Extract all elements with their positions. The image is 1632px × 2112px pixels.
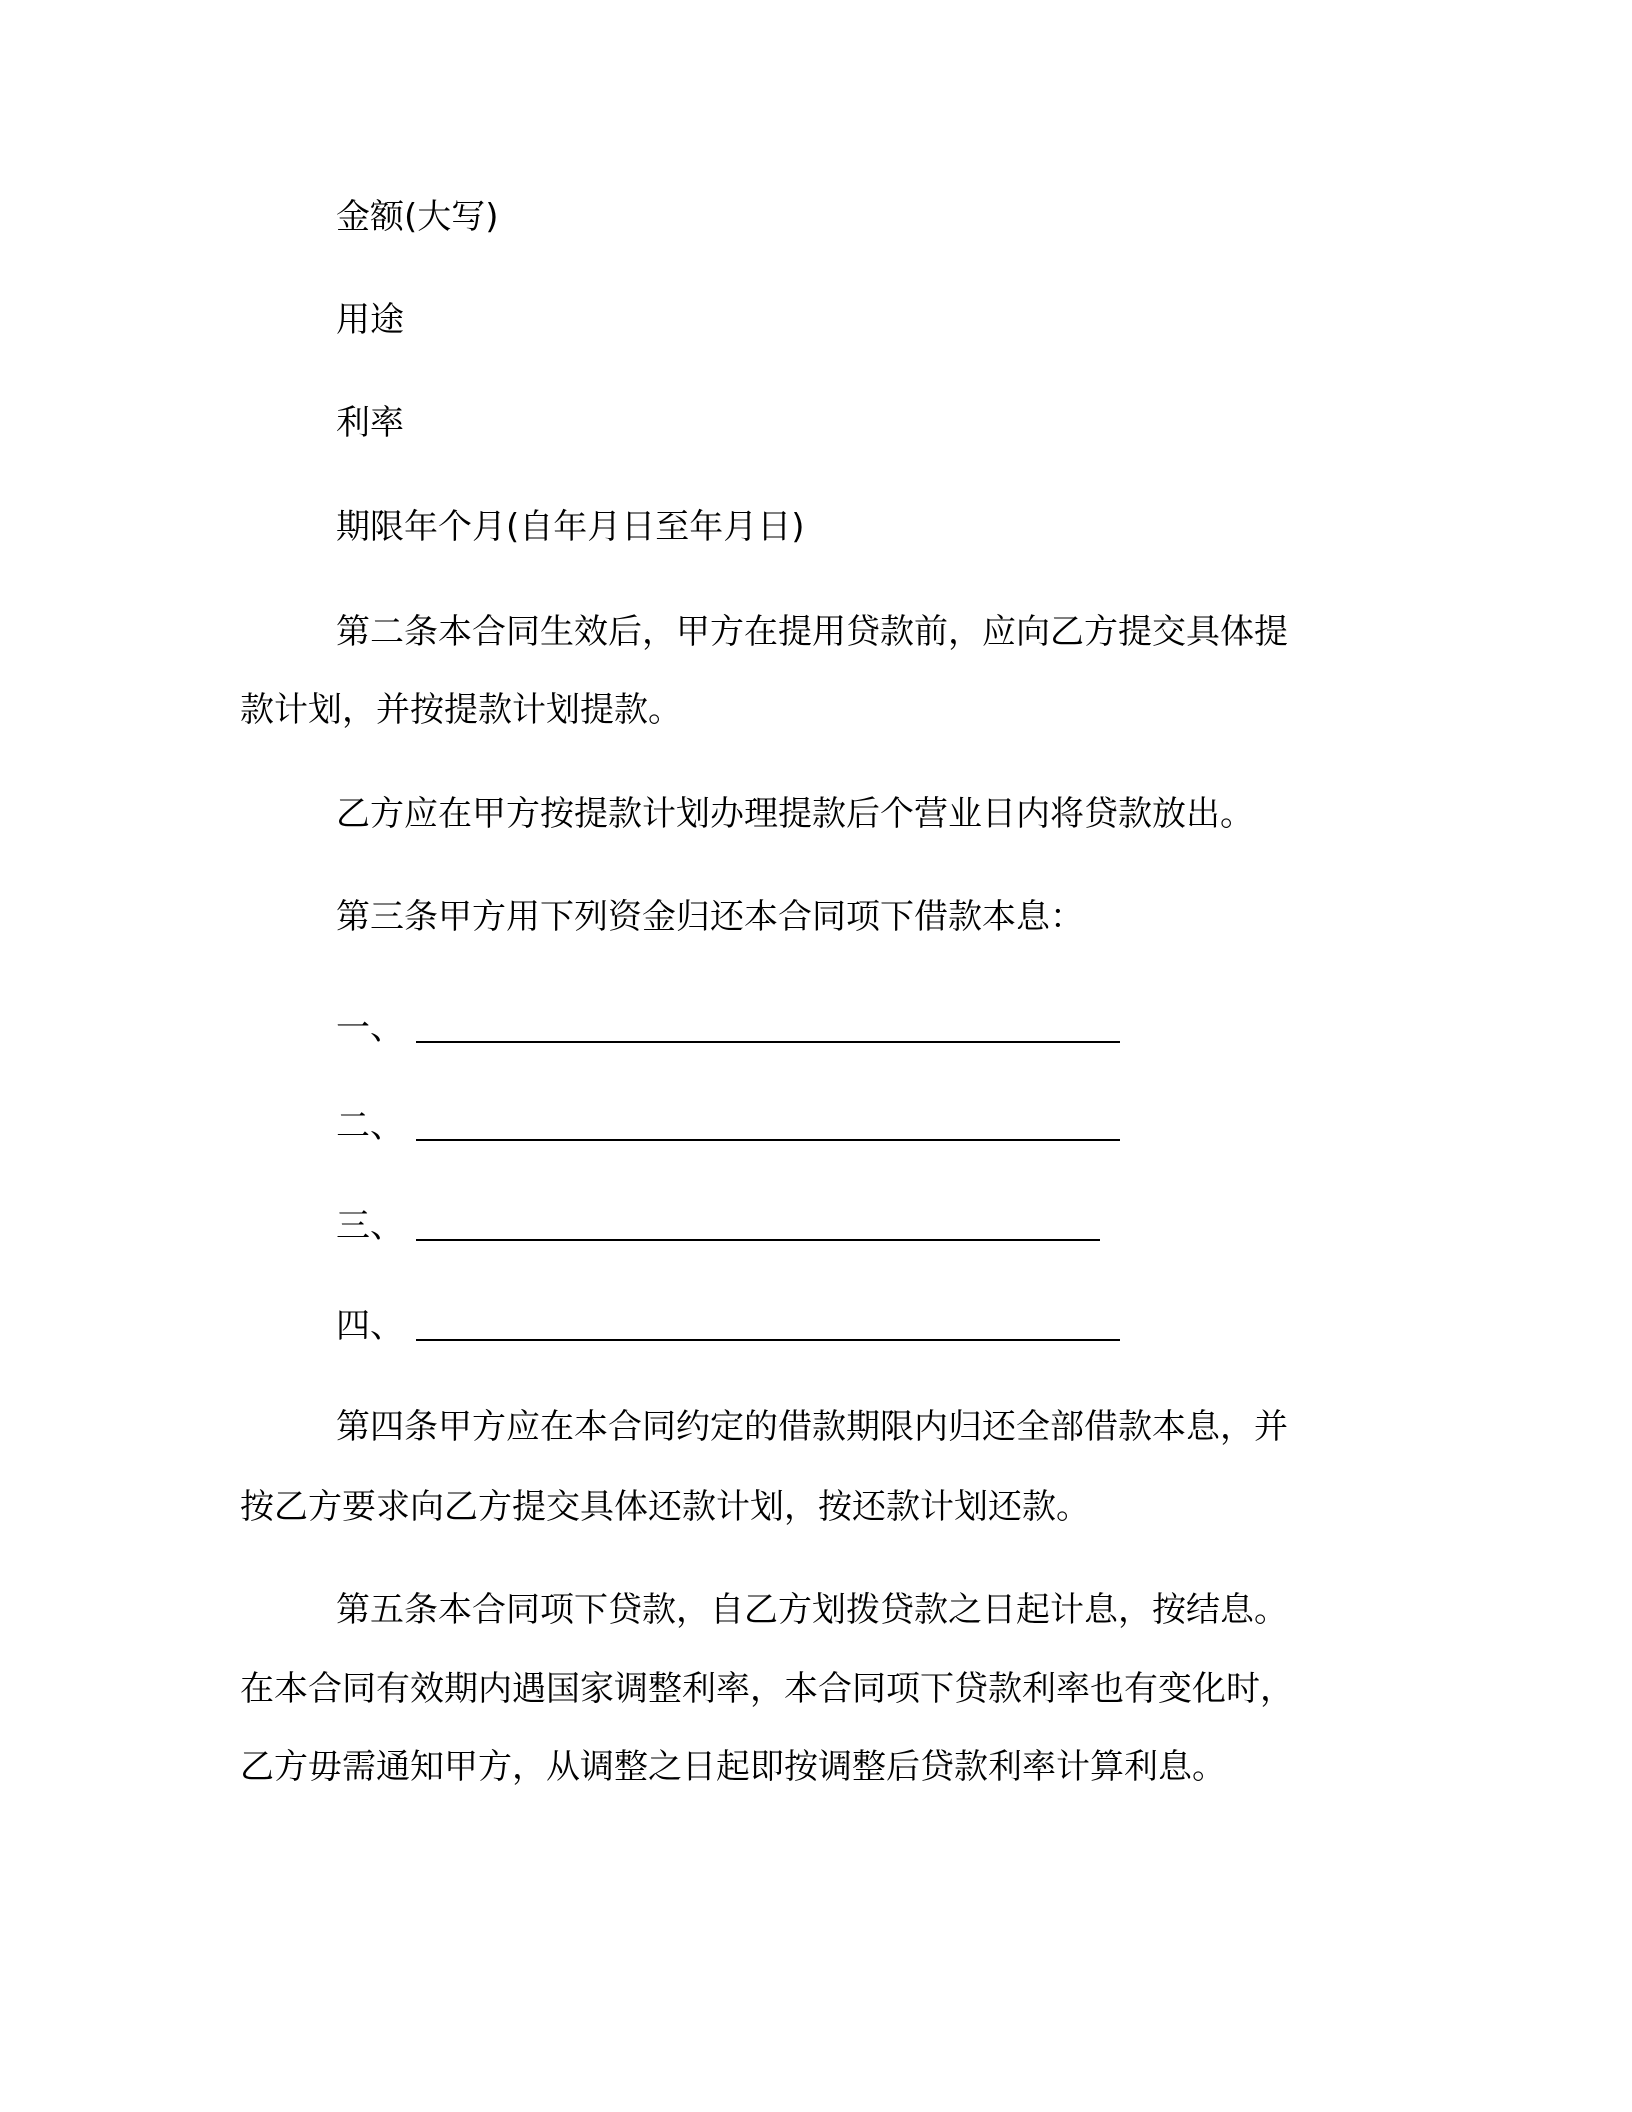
item-number: 二、 <box>336 1106 404 1146</box>
blank-line <box>416 1041 1120 1043</box>
article4-line2: 按乙方要求向乙方提交具体还款计划，按还款计划还款。 <box>240 1487 1090 1527</box>
article2-line1: 第二条本合同生效后，甲方在提用贷款前，应向乙方提交具体提 <box>336 612 1288 652</box>
repayment-source-item-2 <box>336 1103 1120 1146</box>
repayment-source-item-1 <box>336 1005 1120 1048</box>
blank-line <box>416 1339 1120 1341</box>
field-purpose: 用途 <box>336 300 404 340</box>
field-term: 期限年个月(自年月日至年月日) <box>336 507 805 547</box>
repayment-source-item-4 <box>336 1303 1120 1346</box>
item-number: 三、 <box>336 1206 404 1246</box>
repayment-source-item-3 <box>336 1203 1100 1246</box>
field-rate: 利率 <box>336 403 404 443</box>
article5-line2: 在本合同有效期内遇国家调整利率，本合同项下贷款利率也有变化时， <box>240 1669 1294 1709</box>
article4-line1: 第四条甲方应在本合同约定的借款期限内归还全部借款本息，并 <box>336 1407 1288 1447</box>
article5-line1: 第五条本合同项下贷款，自乙方划拨贷款之日起计息，按结息。 <box>336 1590 1288 1630</box>
article2-para2: 乙方应在甲方按提款计划办理提款后个营业日内将贷款放出。 <box>336 794 1254 834</box>
article3-heading: 第三条甲方用下列资金归还本合同项下借款本息： <box>336 897 1084 937</box>
blank-line <box>416 1239 1100 1241</box>
article2-line2: 款计划，并按提款计划提款。 <box>240 690 682 730</box>
blank-line <box>416 1139 1120 1141</box>
item-number: 一、 <box>336 1008 404 1048</box>
article5-line3: 乙方毋需通知甲方，从调整之日起即按调整后贷款利率计算利息。 <box>240 1747 1226 1787</box>
field-amount: 金额(大写) <box>336 197 499 237</box>
item-number: 四、 <box>336 1306 404 1346</box>
